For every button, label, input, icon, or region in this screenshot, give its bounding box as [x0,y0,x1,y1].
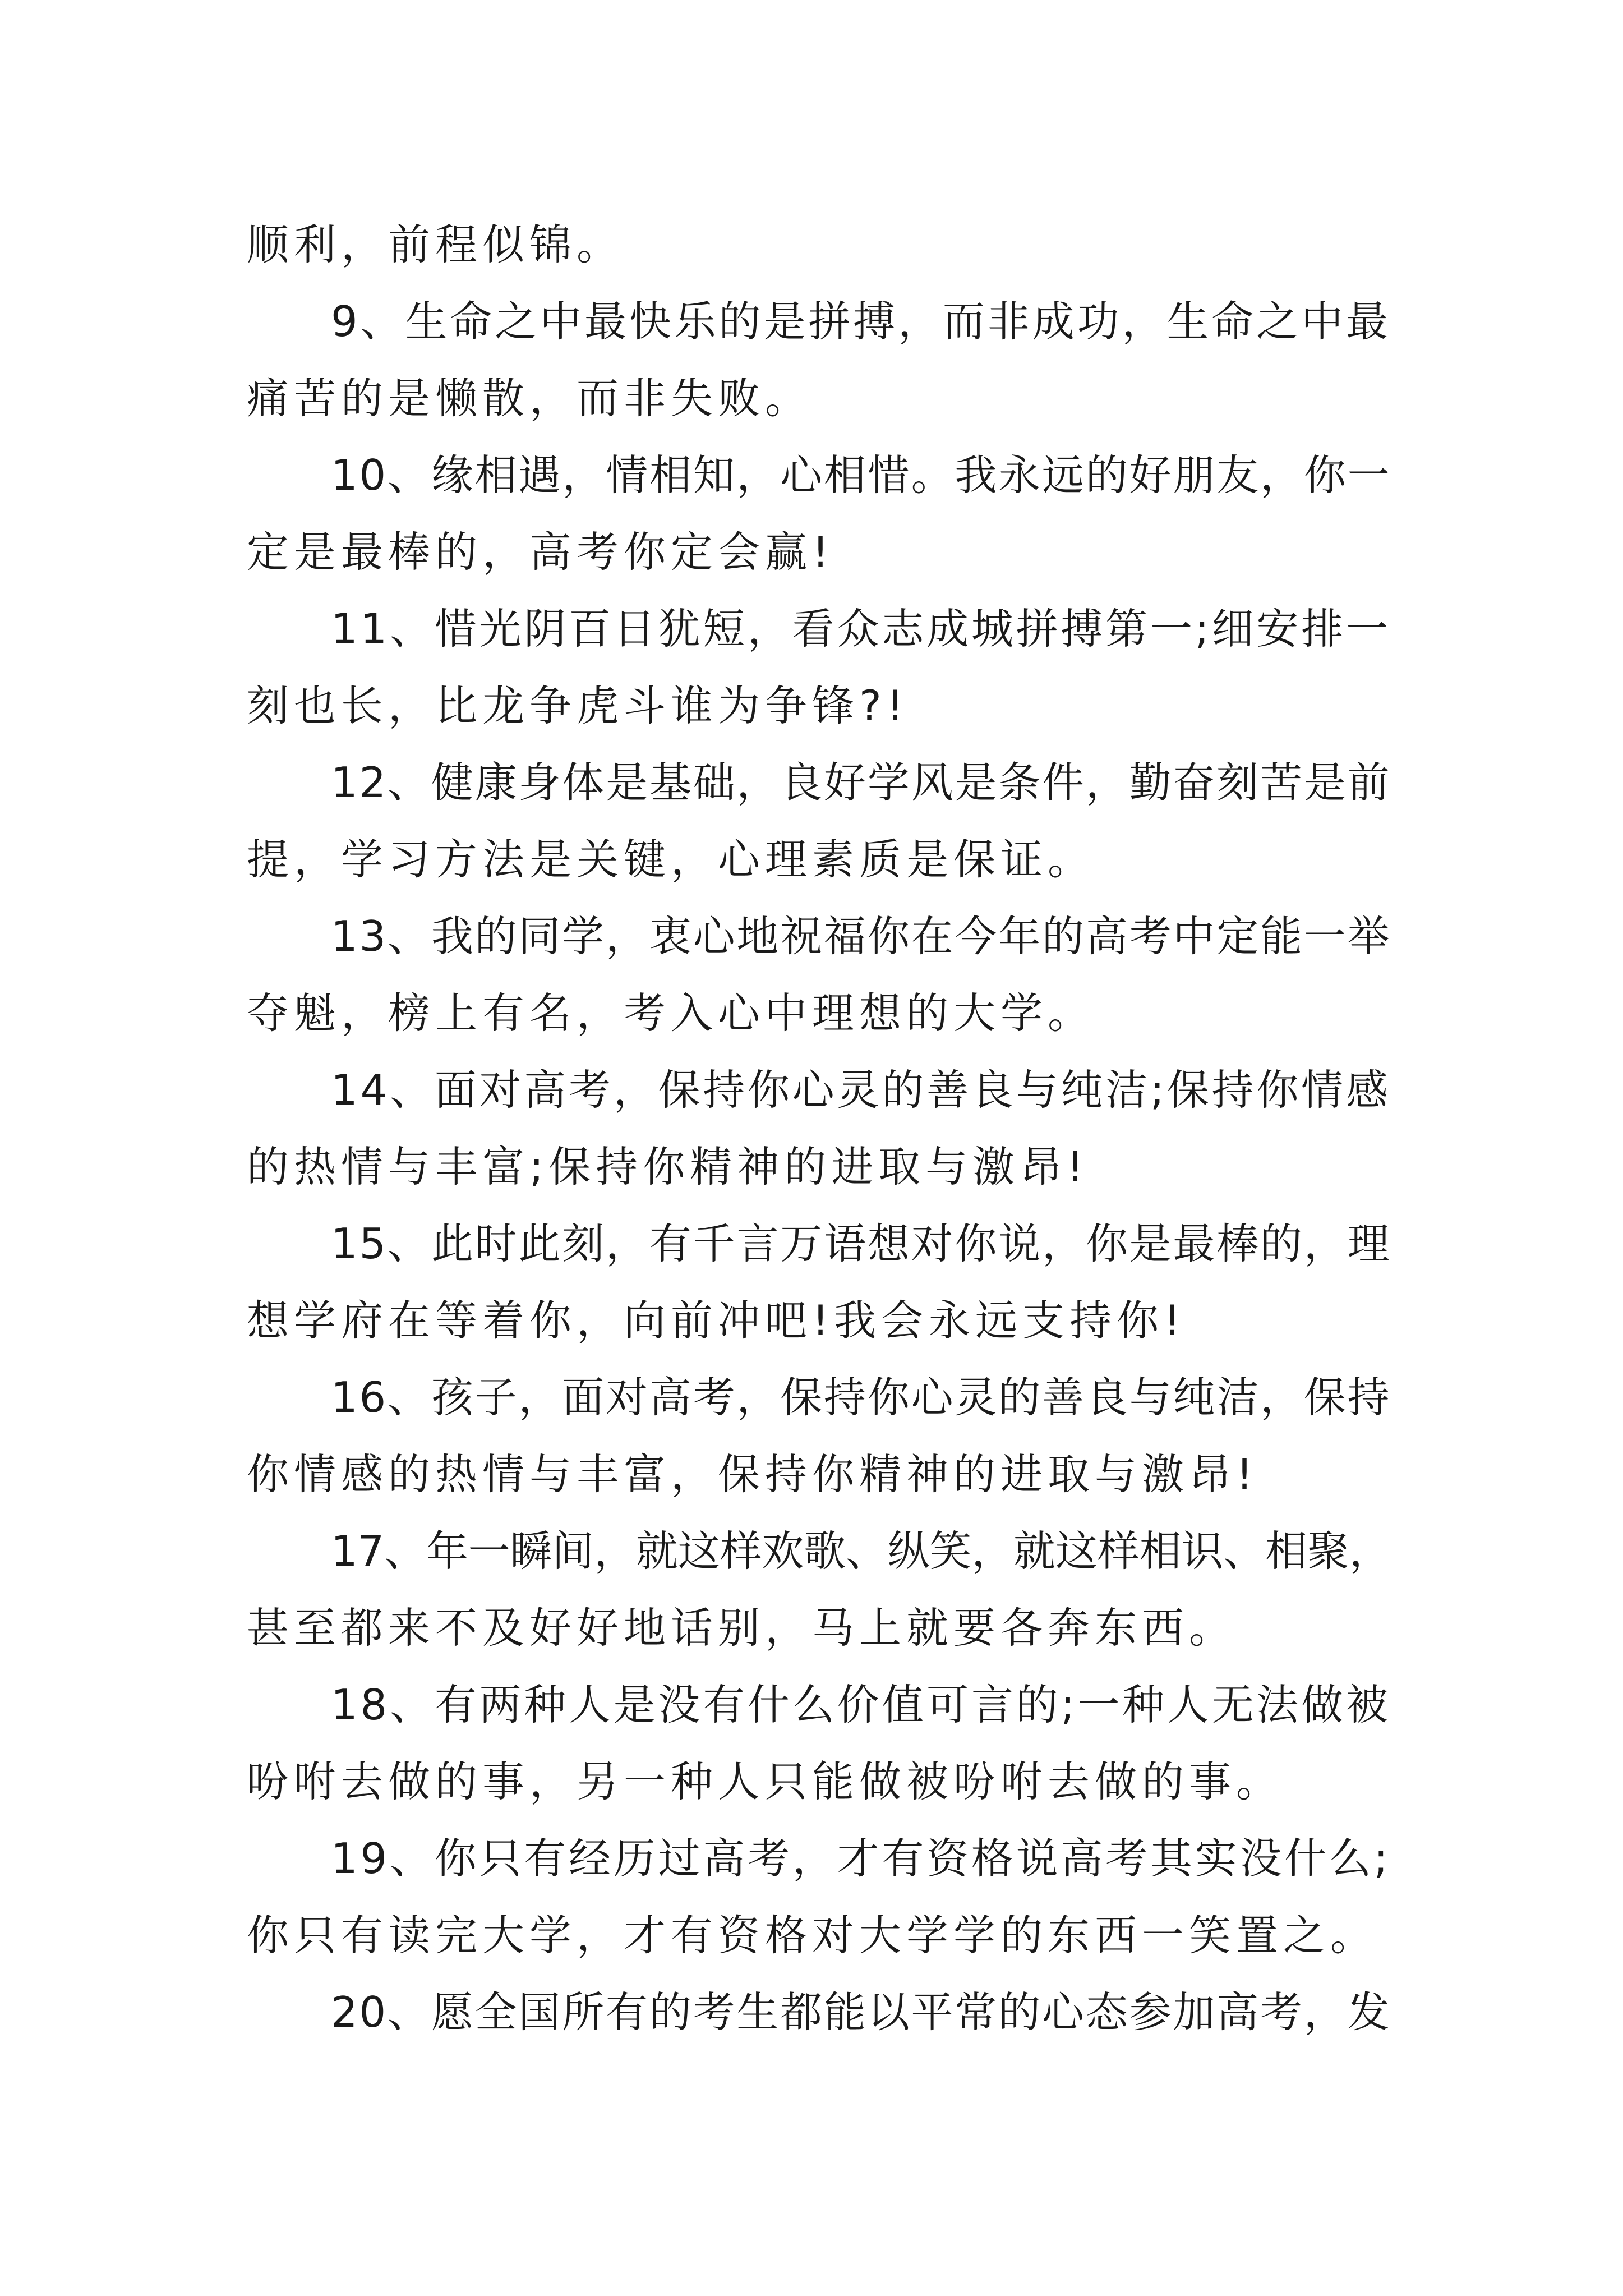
text-line: 18、有两种人是没有什么价值可言的;一种人无法做被 [331,1680,1391,1729]
text-line: 12、健康身体是基础，良好学风是条件，勤奋刻苦是前 [331,758,1391,807]
text-line: 想学府在等着你，向前冲吧!我会永远支持你! [247,1296,1186,1345]
text-line: 定是最棒的，高考你定会赢! [247,527,834,577]
text-line: 的热情与丰富;保持你精神的进取与激昂! [247,1142,1089,1191]
text-line: 你只有读完大学，才有资格对大学学的东西一笑置之。 [247,1911,1378,1960]
text-line: 13、我的同学，衷心地祝福你在今年的高考中定能一举 [331,912,1391,961]
text-line: 你情感的热情与丰富，保持你精神的进取与激昂! [247,1450,1258,1499]
text-line: 20、愿全国所有的考生都能以平常的心态参加高考，发 [331,1987,1391,2037]
text-line: 吩咐去做的事，另一种人只能做被吩咐去做的事。 [247,1757,1284,1806]
text-line: 顺利，前程似锦。 [247,220,624,269]
text-line: 提，学习方法是关键，心理素质是保证。 [247,835,1095,884]
text-line: 11、惜光阴百日犹短，看众志成城拼搏第一;细安排一 [331,604,1391,654]
text-line: 9、生命之中最快乐的是拼搏，而非成功，生命之中最 [331,297,1391,346]
text-line: 17、年一瞬间，就这样欢歌、纵笑，就这样相识、相聚， [331,1526,1391,1576]
text-line: 19、你只有经历过高考，才有资格说高考其实没什么; [331,1834,1391,1883]
text-line: 15、此时此刻，有千言万语想对你说，你是最棒的，理 [331,1219,1391,1268]
text-line: 10、缘相遇，情相知，心相惜。我永远的好朋友，你一 [331,450,1391,500]
text-line: 刻也长，比龙争虎斗谁为争锋?! [247,681,909,730]
text-line: 14、面对高考，保持你心灵的善良与纯洁;保持你情感 [331,1065,1391,1115]
text-line: 16、孩子，面对高考，保持你心灵的善良与纯洁，保持 [331,1373,1391,1422]
text-line: 夺魁，榜上有名，考入心中理想的大学。 [247,988,1095,1038]
document-body [247,206,1391,2051]
text-line: 痛苦的是懒散，而非失败。 [247,374,813,423]
text-line: 甚至都来不及好好地话别，马上就要各奔东西。 [247,1603,1237,1653]
